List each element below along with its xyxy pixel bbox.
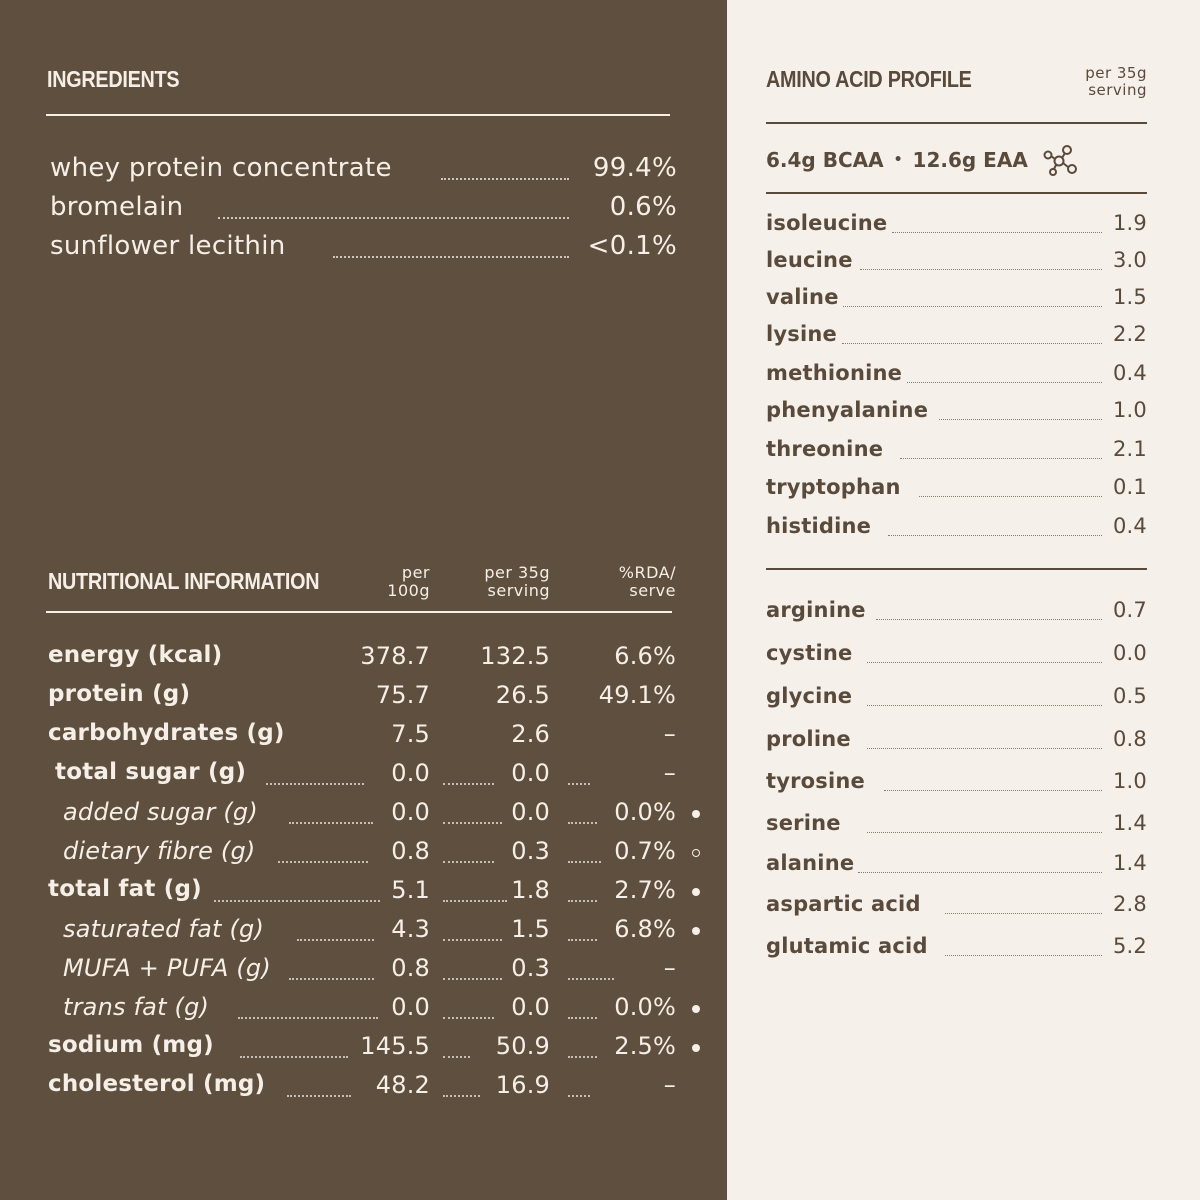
amino-name: aspartic acid [766,892,921,916]
amino-name: serine [766,811,841,835]
value-per-serving: 0.3 [511,954,550,982]
dot-leader [266,783,364,785]
dot-leader [443,1095,480,1097]
amino-row [766,851,1147,881]
value-rda: 0.0% [614,993,676,1021]
amino-name: leucine [766,248,853,272]
amino-value: 0.1 [1113,475,1147,499]
amino-value: 1.5 [1113,285,1147,309]
dot-leader [568,861,601,863]
dot-leader [443,861,494,863]
amino-row [766,727,1147,757]
ingredients-title: INGREDIENTS [47,66,180,92]
nutrient-name: carbohydrates (g) [48,720,285,746]
value-rda: – [663,954,676,982]
value-rda: – [663,759,676,787]
summary-separator: • [893,152,903,168]
value-per-serving: 0.0 [511,993,550,1021]
amino-row [766,361,1147,391]
amino-value: 3.0 [1113,248,1147,272]
nutrition-row [48,954,708,988]
value-rda: 49.1% [598,681,676,709]
nutrition-row [48,876,708,910]
value-rda: 0.0% [614,798,676,826]
dot-leader [443,822,502,824]
amino-value: 1.4 [1113,811,1147,835]
ingredient-percent: <0.1% [587,231,677,261]
dot-leader [568,1095,590,1097]
dot-leader [907,381,1102,383]
value-per-serving: 16.9 [495,1071,550,1099]
amino-divider-top [766,122,1147,124]
dot-leader [867,661,1102,663]
dot-leader [919,495,1102,497]
bcaa-total: 6.4g BCAA [766,148,884,172]
amino-row [766,514,1147,544]
nutrient-name: cholesterol (mg) [48,1071,266,1097]
nutrition-title: NUTRITIONAL INFORMATION [48,568,320,594]
amino-name: histidine [766,514,872,538]
dot-leader [939,418,1102,420]
amino-value: 1.0 [1113,769,1147,793]
amino-value: 1.4 [1113,851,1147,875]
amino-row [766,322,1147,352]
ingredients-divider [46,114,670,116]
amino-name: isoleucine [766,211,888,235]
dot-leader [876,618,1102,620]
amino-row [766,892,1147,922]
amino-name: threonine [766,437,884,461]
dot-leader [289,822,373,824]
dot-leader [568,822,597,824]
value-per-100g: 145.5 [360,1032,430,1060]
amino-name: tyrosine [766,769,866,793]
amino-row [766,684,1147,714]
amino-row [766,475,1147,505]
amino-value: 0.8 [1113,727,1147,751]
dot-leader [443,1017,494,1019]
nutrition-row [48,1032,708,1066]
dot-leader [568,1056,597,1058]
nutrition-row [48,642,708,676]
dot-leader [568,900,597,902]
dot-leader [443,1056,470,1058]
value-rda: – [663,720,676,748]
value-per-serving: 132.5 [480,642,550,670]
eaa-total: 12.6g EAA [912,148,1028,172]
value-rda: 2.5% [614,1032,676,1060]
amino-divider-mid [766,192,1147,194]
ingredient-name: bromelain [50,192,184,222]
amino-name: phenyalanine [766,398,929,422]
nutrition-row [48,915,708,949]
amino-name: valine [766,285,839,309]
value-per-serving: 2.6 [511,720,550,748]
dot-leader [884,789,1102,791]
dot-leader [278,861,368,863]
dot-leader [443,939,502,941]
nutrient-name: MUFA + PUFA (g) [63,954,271,982]
amino-row [766,598,1147,628]
dot-leader [568,783,590,785]
value-per-100g: 5.1 [391,876,430,904]
dot-leader [867,831,1102,833]
amino-name: proline [766,727,851,751]
ingredient-row [50,150,677,186]
value-per-100g: 48.2 [375,1071,430,1099]
nutrition-row [48,837,708,871]
dot-leader [843,305,1102,307]
nutrition-divider [46,611,672,613]
filled-dot-marker [692,1044,700,1052]
ingredient-percent: 99.4% [592,153,677,183]
col-header-per-serving: per 35g serving [484,563,550,600]
dot-leader [238,1017,378,1019]
dot-leader [443,900,507,902]
amino-row [766,641,1147,671]
dot-leader [842,342,1102,344]
ingredient-name: sunflower lecithin [50,231,286,261]
amino-row [766,934,1147,964]
value-per-100g: 4.3 [391,915,430,943]
amino-summary [766,144,1078,176]
col-header-rda: %RDA/ serve [618,563,676,600]
dot-leader [289,978,374,980]
value-rda: – [663,1071,676,1099]
nutrient-name: protein (g) [48,681,191,707]
amino-row [766,437,1147,467]
amino-row [766,398,1147,428]
amino-value: 0.4 [1113,514,1147,538]
value-per-serving: 1.8 [511,876,550,904]
amino-row [766,211,1147,241]
nutrient-name: total fat (g) [48,876,202,902]
value-per-serving: 0.3 [511,837,550,865]
value-per-100g: 0.0 [391,798,430,826]
value-rda: 6.6% [614,642,676,670]
dot-leader [568,978,614,980]
dot-leader [287,1095,351,1097]
nutrition-row [48,720,708,754]
value-per-100g: 378.7 [360,642,430,670]
nutrition-row [48,993,708,1027]
amino-title: AMINO ACID PROFILE [766,66,972,92]
amino-row [766,248,1147,278]
amino-per-serving: per 35g serving [1085,64,1147,99]
amino-value: 5.2 [1113,934,1147,958]
amino-value: 0.0 [1113,641,1147,665]
filled-dot-marker [692,927,700,935]
dot-leader [297,939,374,941]
value-rda: 6.8% [614,915,676,943]
dot-leader [888,534,1102,536]
amino-name: alanine [766,851,855,875]
filled-dot-marker [692,1005,700,1013]
dot-leader [240,1056,348,1058]
value-rda: 2.7% [614,876,676,904]
ingredient-row [50,228,677,264]
dot-leader [945,954,1102,956]
value-per-100g: 7.5 [391,720,430,748]
value-per-100g: 0.0 [391,759,430,787]
nutrient-name: dietary fibre (g) [63,837,256,865]
dot-leader [441,178,569,180]
dot-leader [900,457,1102,459]
nutrient-name: total sugar (g) [55,759,247,785]
amino-name: arginine [766,598,866,622]
value-per-serving: 50.9 [495,1032,550,1060]
hollow-dot-marker [692,849,700,857]
dot-leader [443,783,494,785]
value-per-serving: 1.5 [511,915,550,943]
molecule-icon [1042,144,1078,176]
dot-leader [867,747,1102,749]
nutrient-name: energy (kcal) [48,642,223,668]
amino-value: 0.4 [1113,361,1147,385]
filled-dot-marker [692,888,700,896]
amino-name: glutamic acid [766,934,928,958]
filled-dot-marker [692,810,700,818]
ingredient-row [50,189,677,225]
ingredient-percent: 0.6% [609,192,677,222]
nutrient-name: sodium (mg) [48,1032,214,1058]
dot-leader [443,978,502,980]
amino-divider-low [766,568,1147,570]
dot-leader [333,256,569,258]
amino-value: 0.5 [1113,684,1147,708]
amino-value: 1.0 [1113,398,1147,422]
dot-leader [218,217,569,219]
dot-leader [945,912,1102,914]
amino-row [766,811,1147,841]
amino-value: 0.7 [1113,598,1147,622]
dot-leader [892,231,1102,233]
dot-leader [867,704,1102,706]
nutrition-row [48,681,708,715]
nutrient-name: added sugar (g) [63,798,258,826]
value-per-serving: 26.5 [495,681,550,709]
value-per-serving: 0.0 [511,798,550,826]
amino-value: 2.8 [1113,892,1147,916]
nutrition-row [48,798,708,832]
nutrition-row [48,759,708,793]
amino-name: methionine [766,361,903,385]
right-panel [727,0,1200,1200]
dot-leader [214,900,380,902]
value-per-100g: 0.8 [391,837,430,865]
amino-value: 2.1 [1113,437,1147,461]
nutrition-row [48,1071,708,1105]
amino-name: lysine [766,322,837,346]
value-per-serving: 0.0 [511,759,550,787]
value-rda: 0.7% [614,837,676,865]
value-per-100g: 75.7 [375,681,430,709]
amino-value: 1.9 [1113,211,1147,235]
amino-name: tryptophan [766,475,901,499]
amino-row [766,769,1147,799]
dot-leader [568,1017,597,1019]
dot-leader [860,268,1102,270]
col-header-per100g: per 100g [387,563,430,600]
amino-name: glycine [766,684,853,708]
amino-name: cystine [766,641,853,665]
nutrient-name: saturated fat (g) [63,915,265,943]
dot-leader [568,939,597,941]
amino-row [766,285,1147,315]
ingredient-name: whey protein concentrate [50,153,392,183]
value-per-100g: 0.8 [391,954,430,982]
nutrient-name: trans fat (g) [63,993,210,1021]
value-per-100g: 0.0 [391,993,430,1021]
amino-value: 2.2 [1113,322,1147,346]
dot-leader [858,871,1102,873]
